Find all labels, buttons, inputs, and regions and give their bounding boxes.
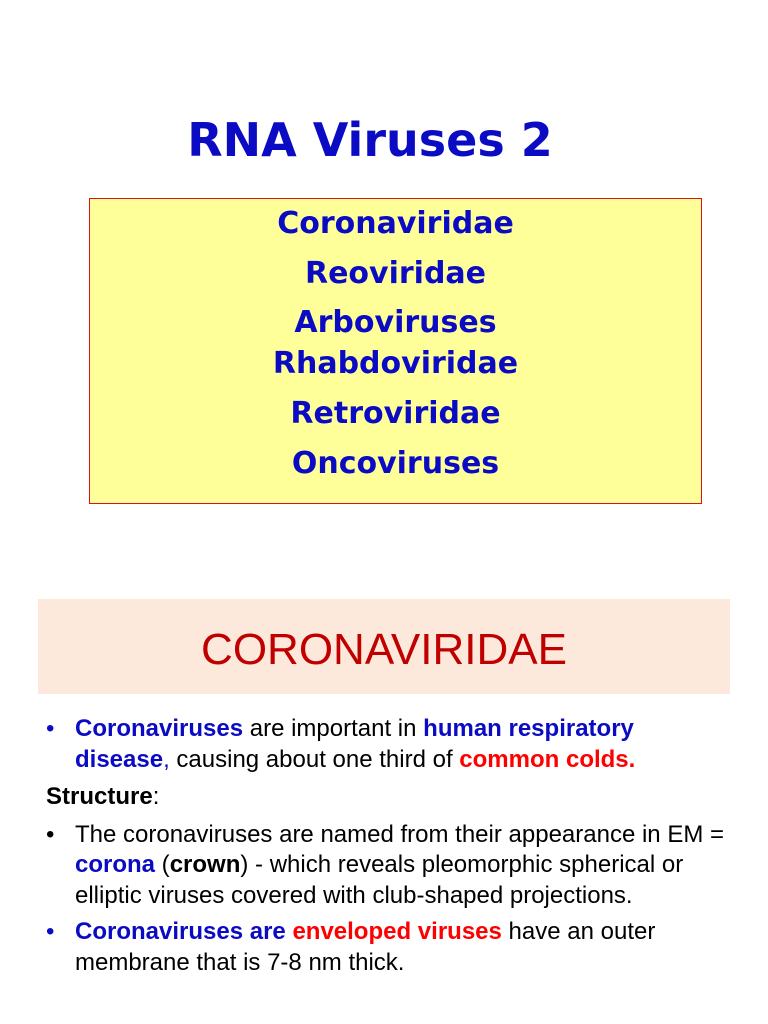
family-arboviruses: Arboviruses [294, 305, 497, 340]
bullet-icon: • [46, 918, 55, 945]
bullet-item-enveloped [46, 917, 726, 978]
structure-heading [46, 782, 726, 813]
text-run: ( [155, 851, 170, 878]
virus-families-box [89, 198, 702, 504]
family-coronaviridae: Coronaviridae [277, 206, 514, 241]
term-crown: crown [169, 851, 241, 878]
bullet-icon: • [46, 820, 55, 848]
term-coronaviruses: Coronaviruses [75, 715, 244, 742]
text-run: causing about one third of [169, 745, 460, 773]
term-coronaviruses-are: Coronaviruses are [75, 918, 286, 945]
text-run: : [152, 783, 160, 810]
term-corona: corona [75, 851, 156, 878]
text-run: ) - which reveals pleomorphic spherical or elliptic viruses covered with club-shaped projections. [75, 851, 684, 909]
term-respiratory-disease: human respiratory disease [75, 715, 634, 773]
section-header [38, 599, 730, 694]
term-enveloped-viruses: enveloped viruses [292, 918, 502, 945]
text-run: , [163, 745, 170, 773]
family-oncoviruses: Oncoviruses [291, 446, 500, 481]
text-run: have an outer membrane that is 7-8 nm thick. [75, 918, 656, 976]
structure-label: Structure [46, 783, 153, 810]
bullet-icon: • [46, 715, 55, 742]
content-body [46, 714, 726, 978]
slide-title: RNA Viruses 2 [187, 113, 553, 167]
bullet-item-common-colds [46, 714, 726, 775]
family-reoviridae: Reoviridae [304, 256, 487, 291]
text-run: are important in [243, 715, 424, 742]
text-run: The coronaviruses are named from their appearance in EM = [75, 820, 724, 848]
bullet-item-corona [46, 820, 726, 912]
section-title: CORONAVIRIDAE [201, 625, 567, 674]
family-rhabdoviridae: Rhabdoviridae [272, 346, 519, 381]
family-retroviridae: Retroviridae [290, 396, 501, 431]
term-common-colds: common colds. [459, 745, 636, 773]
